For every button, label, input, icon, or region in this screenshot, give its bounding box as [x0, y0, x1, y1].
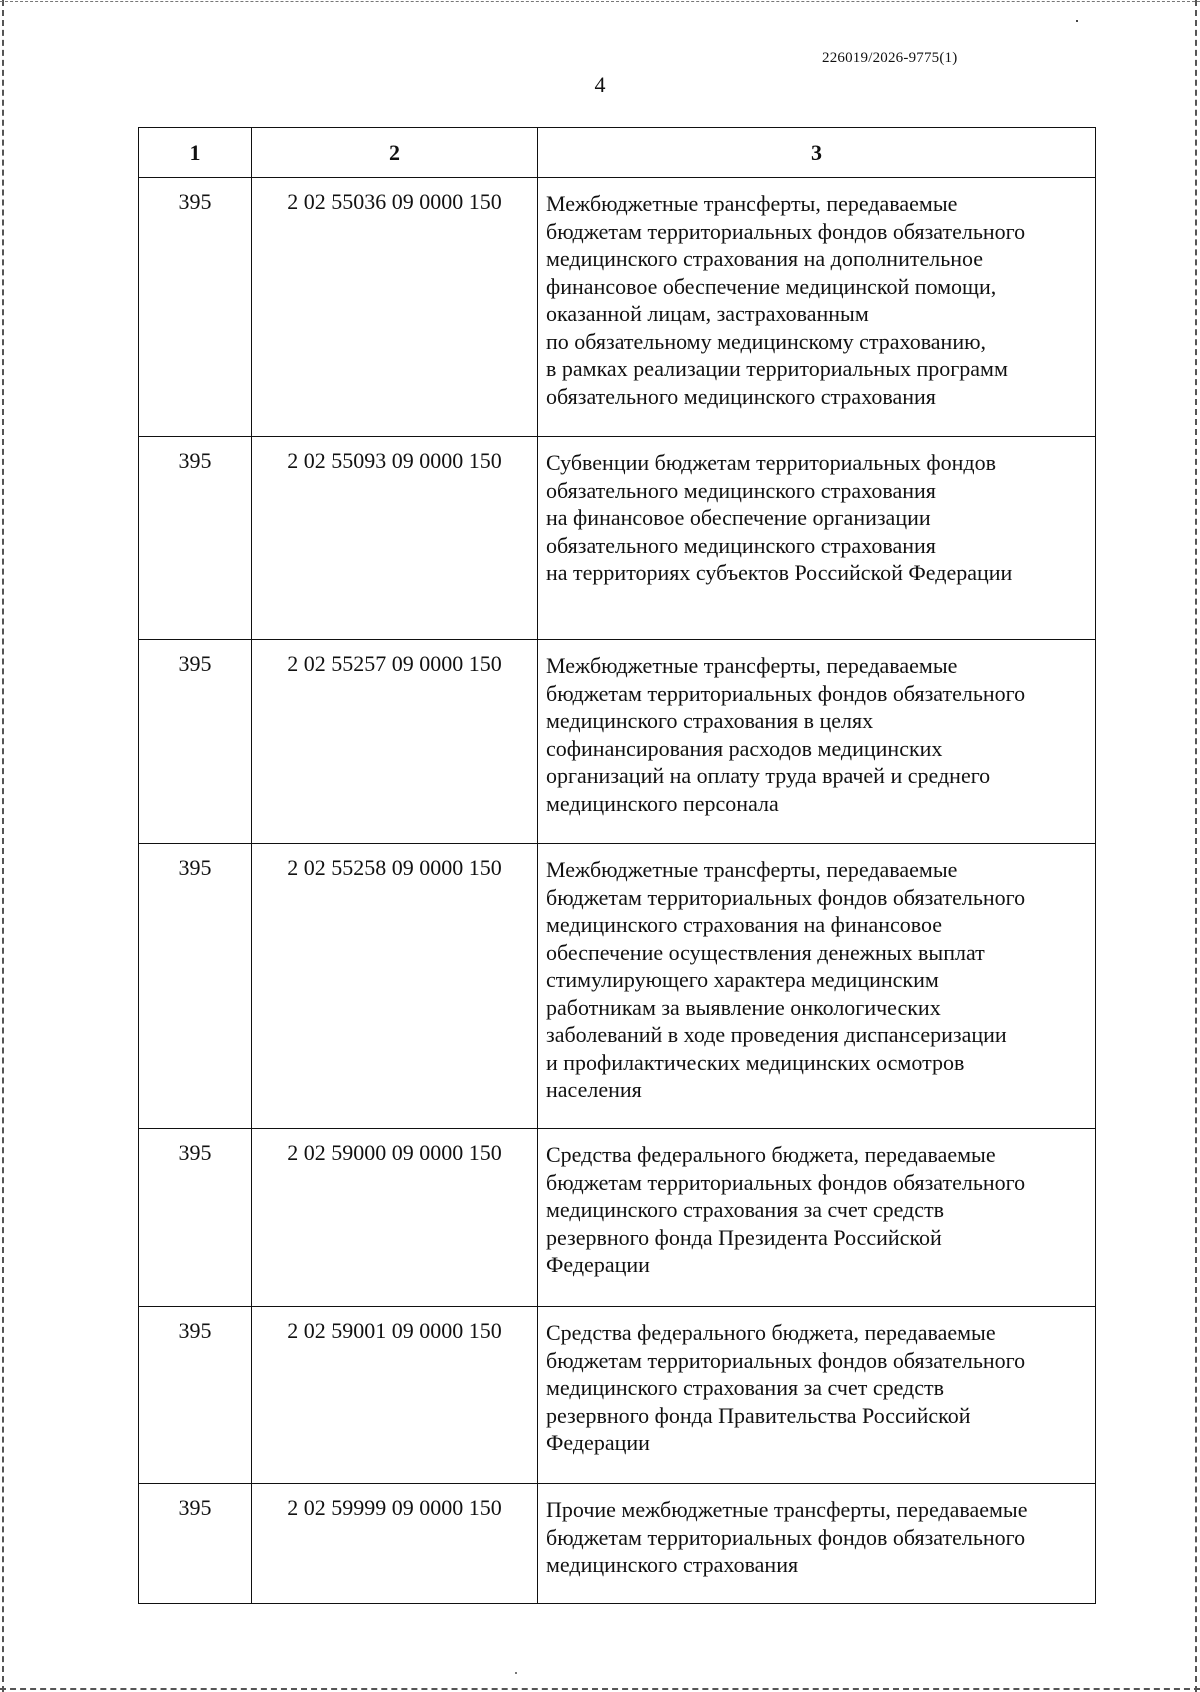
budget-code-cell: 2 02 55258 09 0000 150: [252, 844, 538, 1129]
admin-code-cell: 395: [139, 178, 252, 437]
scan-dot-bottom: [515, 1672, 517, 1674]
admin-code-cell: 395: [139, 640, 252, 844]
description-cell: Межбюджетные трансферты, передаваемые бюджетам территориальных фондов обязательного медицинского страхования на дополнительное финансовое обеспечение медицинской помощи, оказанной лицам, застрахованным по обязательному медицинскому страхованию, в рамках реализации территориальных программ обязательного медицинского страхования: [538, 178, 1096, 437]
admin-code-cell: 395: [139, 437, 252, 640]
budget-code-cell: 2 02 55093 09 0000 150: [252, 437, 538, 640]
budget-code-cell: 2 02 59000 09 0000 150: [252, 1129, 538, 1307]
table-row: [139, 178, 1096, 437]
admin-code-cell: 395: [139, 1484, 252, 1604]
table-row: [139, 844, 1096, 1129]
budget-code-cell: 2 02 55257 09 0000 150: [252, 640, 538, 844]
table-row: [139, 640, 1096, 844]
column-header-2: 2: [252, 128, 538, 178]
budget-code-cell: 2 02 59001 09 0000 150: [252, 1307, 538, 1484]
budget-code-cell: 2 02 55036 09 0000 150: [252, 178, 538, 437]
description-cell: Средства федерального бюджета, передаваемые бюджетам территориальных фондов обязательного медицинского страхования за счет средств резервного фонда Президента Российской Федерации: [538, 1129, 1096, 1307]
description-cell: Межбюджетные трансферты, передаваемые бюджетам территориальных фондов обязательного медицинского страхования в целях софинансирования расходов медицинских организаций на оплату труда врачей и среднего медицинского персонала: [538, 640, 1096, 844]
table-header-row: [139, 128, 1096, 178]
column-header-1: 1: [139, 128, 252, 178]
admin-code-cell: 395: [139, 1307, 252, 1484]
document-id: 226019/2026-9775(1): [822, 50, 958, 66]
page-number: 4: [594, 72, 606, 97]
admin-code-cell: 395: [139, 844, 252, 1129]
table-row: [139, 1307, 1096, 1484]
table-row: [139, 437, 1096, 640]
table-row: [139, 1484, 1096, 1604]
description-cell: Субвенции бюджетам территориальных фондов обязательного медицинского страхования на финансовое обеспечение организации обязательного медицинского страхования на территориях субъектов Российской Федерации: [538, 437, 1096, 640]
classification-table: [138, 127, 1096, 1604]
description-cell: Средства федерального бюджета, передаваемые бюджетам территориальных фондов обязательного медицинского страхования за счет средств резервного фонда Правительства Российской Федерации: [538, 1307, 1096, 1484]
admin-code-cell: 395: [139, 1129, 252, 1307]
scan-edge-bottom: [0, 1688, 1200, 1690]
description-cell: Межбюджетные трансферты, передаваемые бюджетам территориальных фондов обязательного медицинского страхования на финансовое обеспечение осуществления денежных выплат стимулирующего характера медицинским работникам за выявление онкологических заболеваний в ходе проведения диспансеризации и профилактических медицинских осмотров населения: [538, 844, 1096, 1129]
scan-edge-right: [1195, 0, 1197, 1692]
description-cell: Прочие межбюджетные трансферты, передаваемые бюджетам территориальных фондов обязательного медицинского страхования: [538, 1484, 1096, 1604]
scan-edge-left: [2, 0, 4, 1692]
column-header-3: 3: [538, 128, 1096, 178]
scan-edge-top: [0, 1, 1200, 2]
table-row: [139, 1129, 1096, 1307]
budget-code-cell: 2 02 59999 09 0000 150: [252, 1484, 538, 1604]
scan-dot: [1076, 20, 1078, 22]
